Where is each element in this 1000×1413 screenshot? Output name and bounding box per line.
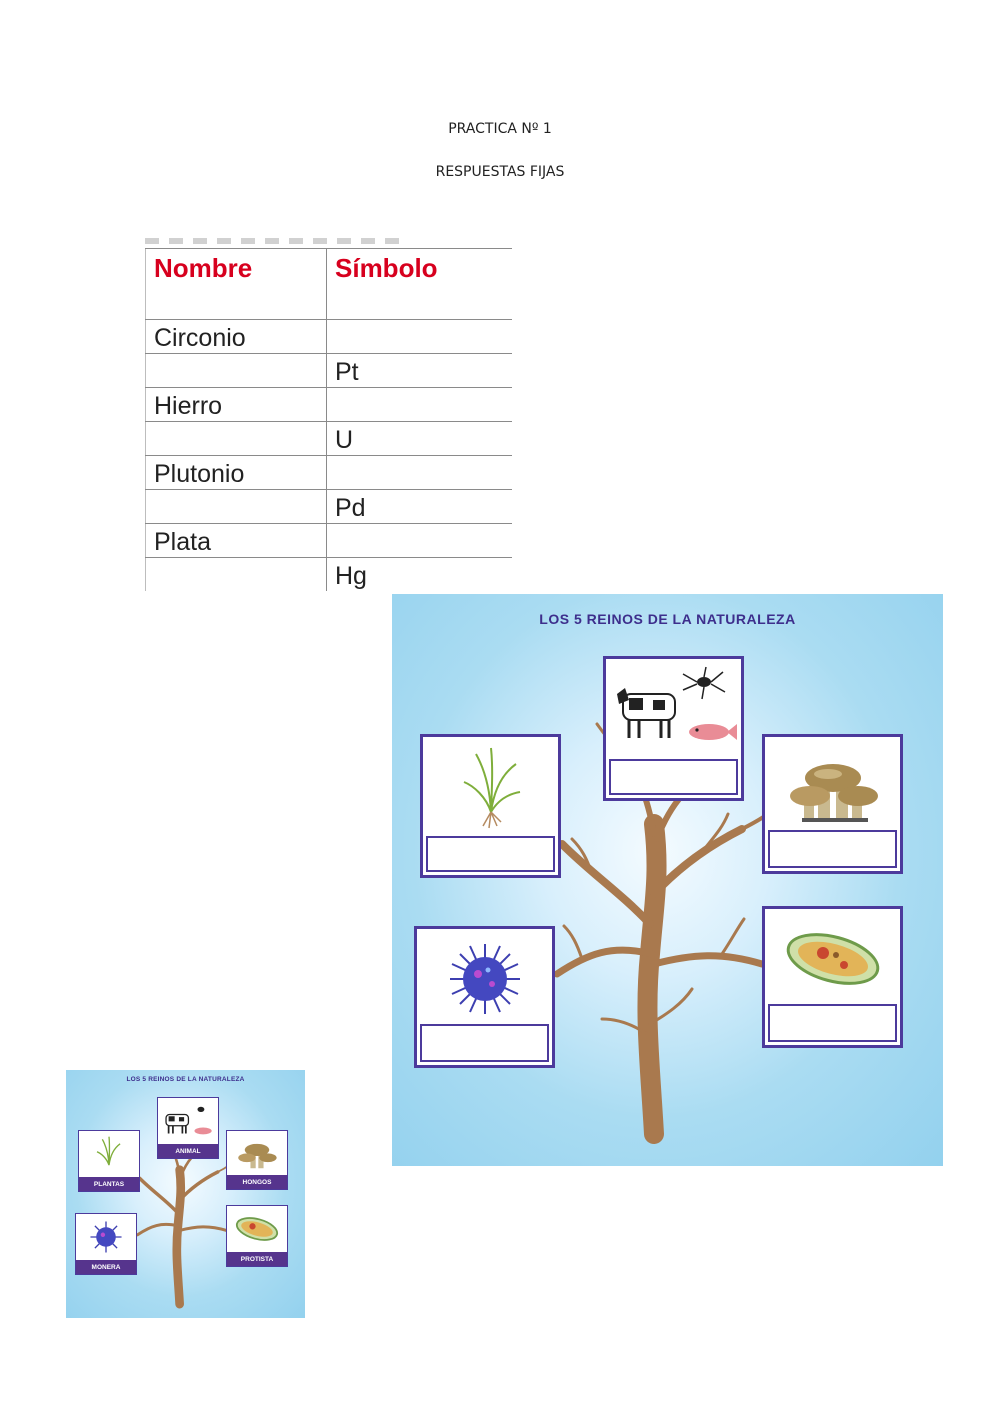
table-row: [146, 388, 513, 422]
monera-label: MONERA: [76, 1260, 136, 1274]
fungi-answer-box[interactable]: [768, 830, 897, 868]
element-symbol-cell: Pd: [327, 490, 513, 524]
kingdoms-poster-answer-key: [66, 1070, 305, 1318]
table-cropped-top-text: [145, 238, 405, 244]
hongos-label: HONGOS: [227, 1175, 287, 1189]
plant-icon: [79, 1131, 139, 1177]
mushroom-icon: [765, 737, 900, 833]
plant-card: [420, 734, 561, 878]
monera-answer-box[interactable]: [420, 1024, 549, 1062]
animal-card: [603, 656, 744, 801]
element-name-cell: [146, 354, 327, 388]
table-row: [146, 524, 513, 558]
element-symbol-cell: [327, 524, 513, 558]
mushroom-icon: [227, 1131, 287, 1175]
element-name-cell: [146, 422, 327, 456]
table-header-row: [146, 249, 513, 320]
table-row: [146, 320, 513, 354]
bacteria-icon: [76, 1214, 136, 1260]
animal-card: [157, 1097, 219, 1159]
element-table: [145, 248, 512, 591]
element-symbol-cell: [327, 456, 513, 490]
element-name-cell: Plutonio: [146, 456, 327, 490]
protista-card: [226, 1205, 288, 1267]
plantas-label: PLANTAS: [79, 1177, 139, 1191]
poster-title: LOS 5 REINOS DE LA NATURALEZA: [539, 611, 796, 627]
animal-label: ANIMAL: [158, 1144, 218, 1158]
poster-title: LOS 5 REINOS DE LA NATURALEZA: [126, 1076, 245, 1083]
element-symbol-cell: [327, 388, 513, 422]
element-name-cell: Plata: [146, 524, 327, 558]
element-symbol-cell: Pt: [327, 354, 513, 388]
monera-card: [75, 1213, 137, 1275]
element-name-cell: Circonio: [146, 320, 327, 354]
animal-icon: [158, 1098, 218, 1144]
table-row: [146, 422, 513, 456]
table-row: [146, 354, 513, 388]
table-row: [146, 558, 513, 592]
element-symbol-cell: Hg: [327, 558, 513, 592]
element-symbol-cell: [327, 320, 513, 354]
page-subtitle: RESPUESTAS FIJAS: [435, 164, 565, 180]
element-name-cell: [146, 490, 327, 524]
column-header-nombre: Nombre: [146, 249, 327, 320]
element-symbol-cell: U: [327, 422, 513, 456]
protista-label: PROTISTA: [227, 1252, 287, 1266]
monera-card: [414, 926, 555, 1068]
page-title: PRACTICA Nº 1: [448, 121, 552, 137]
element-name-cell: [146, 558, 327, 592]
protist-icon: [765, 909, 900, 1009]
element-name-cell: Hierro: [146, 388, 327, 422]
fungi-card: [226, 1130, 288, 1190]
kingdoms-poster-blank: [392, 594, 943, 1166]
column-header-simbolo: Símbolo: [327, 249, 513, 320]
table-row: [146, 456, 513, 490]
plant-icon: [423, 737, 558, 837]
protista-card: [762, 906, 903, 1048]
fungi-card: [762, 734, 903, 874]
protist-icon: [227, 1206, 287, 1252]
protista-answer-box[interactable]: [768, 1004, 897, 1042]
animal-icon: [606, 659, 741, 759]
bacteria-icon: [417, 929, 552, 1029]
plant-answer-box[interactable]: [426, 836, 555, 872]
animal-answer-box[interactable]: [609, 759, 738, 795]
table-row: [146, 490, 513, 524]
plant-card: [78, 1130, 140, 1192]
